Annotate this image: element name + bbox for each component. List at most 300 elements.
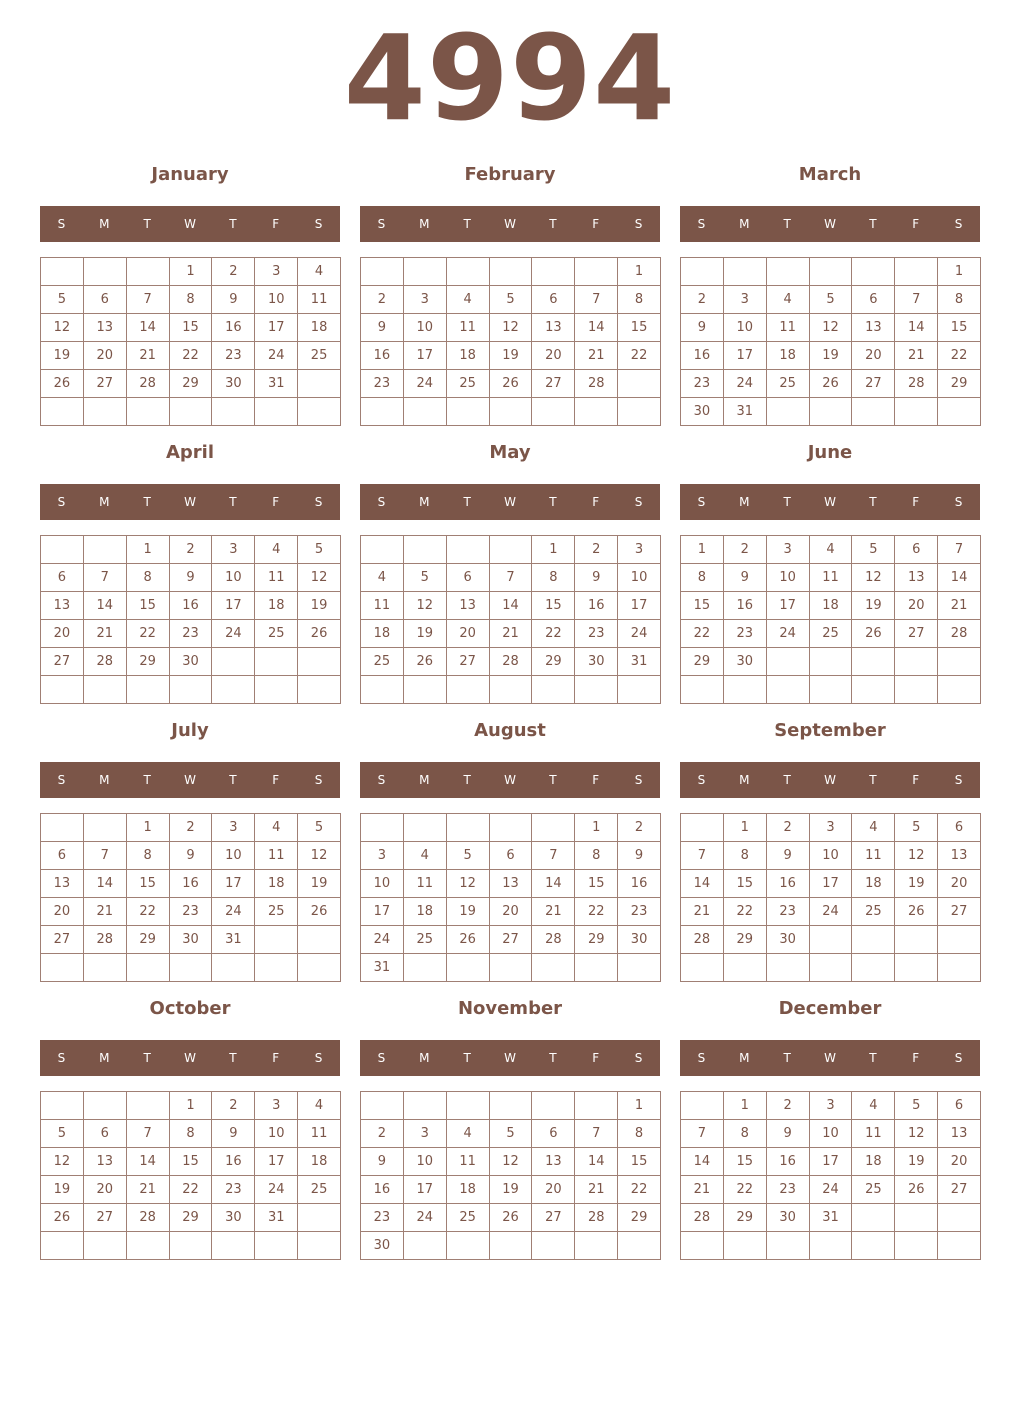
day-cell: 7 [895,286,938,314]
day-cell: 27 [84,370,127,398]
empty-day-cell [255,648,298,676]
day-cell: 11 [852,1120,895,1148]
weekday-label: T [869,217,877,231]
day-cell: 15 [724,870,767,898]
empty-day-cell [255,1232,298,1260]
day-cell: 1 [724,814,767,842]
day-cell: 12 [41,1148,84,1176]
empty-day-cell [575,398,618,426]
day-cell: 30 [212,1204,255,1232]
day-cell: 7 [127,286,170,314]
day-cell: 29 [618,1204,661,1232]
weekday-label: F [592,773,600,787]
weekday-label: S [314,773,323,787]
day-cell: 14 [681,870,724,898]
day-cell: 17 [361,898,404,926]
day-cell: 8 [127,842,170,870]
empty-day-cell [767,676,810,704]
empty-day-cell [170,398,213,426]
day-cell: 26 [895,1176,938,1204]
day-cell: 23 [170,898,213,926]
day-cell: 31 [212,926,255,954]
day-cell: 19 [41,342,84,370]
day-cell: 22 [724,898,767,926]
day-cell: 23 [575,620,618,648]
empty-day-cell [810,258,853,286]
empty-day-cell [84,676,127,704]
day-cell: 2 [724,536,767,564]
month-march [680,160,980,430]
empty-day-cell [84,954,127,982]
empty-day-cell [532,954,575,982]
empty-day-cell [361,398,404,426]
days-grid [40,1091,341,1260]
empty-day-cell [298,1232,341,1260]
empty-day-cell [404,954,447,982]
empty-day-cell [212,648,255,676]
day-cell: 29 [170,1204,213,1232]
empty-day-cell [767,258,810,286]
day-cell: 19 [490,342,533,370]
day-cell: 16 [361,1176,404,1204]
day-cell: 20 [41,620,84,648]
weekday-header [360,762,660,798]
weekday-header [680,484,980,520]
weekday-label: S [634,217,643,231]
day-cell: 25 [298,1176,341,1204]
weekday-label: S [377,217,386,231]
day-cell: 22 [618,342,661,370]
days-grid [40,535,341,704]
day-cell: 30 [767,1204,810,1232]
day-cell: 16 [767,870,810,898]
day-cell: 3 [361,842,404,870]
day-cell: 13 [938,842,981,870]
empty-day-cell [532,258,575,286]
empty-day-cell [724,676,767,704]
day-cell: 17 [618,592,661,620]
day-cell: 9 [767,1120,810,1148]
day-cell: 12 [298,564,341,592]
weekday-header [680,206,980,242]
day-cell: 9 [212,1120,255,1148]
day-cell: 15 [575,870,618,898]
empty-day-cell [361,1092,404,1120]
day-cell: 5 [490,1120,533,1148]
month-name: November [457,998,563,1019]
empty-day-cell [127,1232,170,1260]
day-cell: 23 [361,1204,404,1232]
day-cell: 14 [84,870,127,898]
day-cell: 17 [255,314,298,342]
day-cell: 10 [212,564,255,592]
empty-day-cell [575,1092,618,1120]
weekday-label: T [463,495,471,509]
empty-day-cell [127,398,170,426]
day-cell: 23 [361,370,404,398]
day-cell: 21 [490,620,533,648]
day-cell: 17 [212,592,255,620]
day-cell: 9 [361,314,404,342]
day-cell: 25 [852,898,895,926]
day-cell: 14 [127,314,170,342]
weekday-label: W [184,773,196,787]
day-cell: 14 [84,592,127,620]
day-cell: 14 [938,564,981,592]
day-cell: 25 [810,620,853,648]
day-cell: 25 [447,370,490,398]
empty-day-cell [41,1232,84,1260]
weekday-label: S [57,217,66,231]
empty-day-cell [84,536,127,564]
day-cell: 20 [490,898,533,926]
empty-day-cell [212,398,255,426]
empty-day-cell [490,258,533,286]
empty-day-cell [490,536,533,564]
days-grid [40,257,341,426]
day-cell: 29 [938,370,981,398]
day-cell: 20 [84,342,127,370]
empty-day-cell [255,954,298,982]
weekday-label: W [184,1051,196,1065]
empty-day-cell [212,1232,255,1260]
day-cell: 14 [127,1148,170,1176]
day-cell: 15 [170,1148,213,1176]
day-cell: 19 [404,620,447,648]
day-cell: 22 [618,1176,661,1204]
empty-day-cell [618,676,661,704]
empty-day-cell [404,1232,447,1260]
day-cell: 18 [298,1148,341,1176]
day-cell: 26 [810,370,853,398]
empty-day-cell [810,954,853,982]
day-cell: 3 [767,536,810,564]
day-cell: 1 [127,536,170,564]
empty-day-cell [767,398,810,426]
empty-day-cell [575,676,618,704]
day-cell: 13 [895,564,938,592]
day-cell: 9 [170,842,213,870]
weekday-label: T [463,773,471,787]
empty-day-cell [810,398,853,426]
day-cell: 8 [618,286,661,314]
day-cell: 15 [681,592,724,620]
day-cell: 13 [41,870,84,898]
day-cell: 16 [618,870,661,898]
day-cell: 3 [404,1120,447,1148]
weekday-label: S [697,773,706,787]
empty-day-cell [298,676,341,704]
empty-day-cell [170,1232,213,1260]
day-cell: 15 [618,314,661,342]
month-name: March [798,164,862,185]
empty-day-cell [41,398,84,426]
weekday-label: F [272,1051,280,1065]
empty-day-cell [404,536,447,564]
day-cell: 22 [938,342,981,370]
weekday-label: S [697,1051,706,1065]
weekday-label: S [954,495,963,509]
weekday-label: T [549,1051,557,1065]
day-cell: 20 [895,592,938,620]
day-cell: 6 [447,564,490,592]
empty-day-cell [361,676,404,704]
day-cell: 17 [212,870,255,898]
day-cell: 16 [361,342,404,370]
day-cell: 11 [255,842,298,870]
day-cell: 19 [41,1176,84,1204]
day-cell: 17 [810,870,853,898]
day-cell: 31 [810,1204,853,1232]
day-cell: 1 [618,258,661,286]
weekday-label: M [99,495,110,509]
day-cell: 20 [532,1176,575,1204]
day-cell: 16 [681,342,724,370]
empty-day-cell [41,676,84,704]
day-cell: 13 [532,1148,575,1176]
day-cell: 29 [127,648,170,676]
day-cell: 13 [938,1120,981,1148]
day-cell: 27 [938,1176,981,1204]
day-cell: 30 [681,398,724,426]
day-cell: 26 [404,648,447,676]
day-cell: 4 [810,536,853,564]
day-cell: 20 [938,1148,981,1176]
empty-day-cell [852,954,895,982]
empty-day-cell [490,676,533,704]
day-cell: 6 [532,286,575,314]
empty-day-cell [895,398,938,426]
day-cell: 10 [724,314,767,342]
empty-day-cell [41,258,84,286]
weekday-label: T [549,773,557,787]
day-cell: 16 [575,592,618,620]
day-cell: 23 [170,620,213,648]
weekday-header [360,206,660,242]
day-cell: 24 [724,370,767,398]
weekday-label: T [869,495,877,509]
days-grid [40,813,341,982]
day-cell: 22 [127,620,170,648]
empty-day-cell [852,676,895,704]
weekday-label: M [419,1051,430,1065]
weekday-label: S [634,1051,643,1065]
day-cell: 28 [490,648,533,676]
day-cell: 26 [41,1204,84,1232]
day-cell: 19 [852,592,895,620]
weekday-label: F [912,217,920,231]
day-cell: 30 [724,648,767,676]
empty-day-cell [212,954,255,982]
day-cell: 28 [84,648,127,676]
weekday-label: S [954,217,963,231]
empty-day-cell [490,1232,533,1260]
weekday-header [360,1040,660,1076]
day-cell: 1 [127,814,170,842]
day-cell: 26 [447,926,490,954]
day-cell: 9 [767,842,810,870]
day-cell: 21 [127,342,170,370]
day-cell: 5 [490,286,533,314]
day-cell: 19 [810,342,853,370]
day-cell: 23 [767,898,810,926]
empty-day-cell [127,954,170,982]
weekday-label: S [57,1051,66,1065]
day-cell: 27 [895,620,938,648]
day-cell: 24 [212,620,255,648]
day-cell: 1 [618,1092,661,1120]
year-title: 4994 [343,9,677,147]
day-cell: 5 [298,814,341,842]
empty-day-cell [447,258,490,286]
day-cell: 24 [404,370,447,398]
day-cell: 16 [724,592,767,620]
empty-day-cell [681,676,724,704]
day-cell: 26 [41,370,84,398]
empty-day-cell [938,926,981,954]
day-cell: 25 [298,342,341,370]
day-cell: 9 [170,564,213,592]
weekday-label: S [954,1051,963,1065]
weekday-label: T [143,773,151,787]
month-name: October [149,998,231,1019]
weekday-label: S [634,773,643,787]
day-cell: 10 [767,564,810,592]
month-december [680,994,980,1264]
weekday-label: T [783,217,791,231]
weekday-label: S [57,495,66,509]
day-cell: 20 [84,1176,127,1204]
empty-day-cell [810,926,853,954]
day-cell: 2 [212,258,255,286]
day-cell: 16 [212,314,255,342]
day-cell: 31 [618,648,661,676]
day-cell: 16 [170,592,213,620]
day-cell: 8 [724,1120,767,1148]
empty-day-cell [298,398,341,426]
day-cell: 30 [170,648,213,676]
day-cell: 22 [681,620,724,648]
day-cell: 6 [84,1120,127,1148]
day-cell: 4 [447,286,490,314]
day-cell: 13 [852,314,895,342]
weekday-label: T [869,773,877,787]
day-cell: 15 [724,1148,767,1176]
empty-day-cell [41,954,84,982]
day-cell: 29 [170,370,213,398]
day-cell: 11 [361,592,404,620]
day-cell: 23 [212,342,255,370]
day-cell: 19 [895,1148,938,1176]
empty-day-cell [361,536,404,564]
day-cell: 6 [84,286,127,314]
days-grid [680,1091,981,1260]
day-cell: 18 [361,620,404,648]
weekday-label: T [549,217,557,231]
day-cell: 3 [212,814,255,842]
weekday-header [40,762,340,798]
day-cell: 29 [127,926,170,954]
day-cell: 13 [532,314,575,342]
weekday-label: S [697,217,706,231]
day-cell: 27 [532,1204,575,1232]
day-cell: 8 [170,1120,213,1148]
day-cell: 8 [170,286,213,314]
day-cell: 4 [298,1092,341,1120]
empty-day-cell [532,1092,575,1120]
empty-day-cell [298,370,341,398]
day-cell: 18 [852,870,895,898]
empty-day-cell [404,1092,447,1120]
weekday-label: S [377,1051,386,1065]
day-cell: 25 [255,620,298,648]
day-cell: 17 [404,342,447,370]
day-cell: 6 [532,1120,575,1148]
day-cell: 4 [255,814,298,842]
empty-day-cell [404,398,447,426]
empty-day-cell [298,648,341,676]
empty-day-cell [618,1232,661,1260]
empty-day-cell [532,676,575,704]
month-november [360,994,660,1264]
empty-day-cell [490,814,533,842]
day-cell: 25 [361,648,404,676]
day-cell: 8 [618,1120,661,1148]
day-cell: 28 [895,370,938,398]
weekday-label: M [419,217,430,231]
weekday-label: S [314,495,323,509]
day-cell: 20 [938,870,981,898]
day-cell: 29 [681,648,724,676]
empty-day-cell [852,926,895,954]
day-cell: 10 [361,870,404,898]
weekday-label: T [869,1051,877,1065]
day-cell: 24 [255,342,298,370]
day-cell: 5 [852,536,895,564]
empty-day-cell [895,258,938,286]
weekday-label: W [824,1051,836,1065]
day-cell: 9 [212,286,255,314]
day-cell: 11 [810,564,853,592]
day-cell: 22 [127,898,170,926]
day-cell: 3 [618,536,661,564]
empty-day-cell [938,954,981,982]
day-cell: 30 [170,926,213,954]
day-cell: 14 [490,592,533,620]
weekday-label: M [419,773,430,787]
day-cell: 9 [681,314,724,342]
day-cell: 28 [575,1204,618,1232]
day-cell: 2 [575,536,618,564]
empty-day-cell [852,1204,895,1232]
day-cell: 2 [681,286,724,314]
day-cell: 10 [404,1148,447,1176]
month-name: April [165,442,215,463]
days-grid [680,535,981,704]
day-cell: 7 [938,536,981,564]
day-cell: 14 [895,314,938,342]
day-cell: 23 [767,1176,810,1204]
day-cell: 24 [810,898,853,926]
day-cell: 21 [895,342,938,370]
weekday-label: M [419,495,430,509]
day-cell: 19 [895,870,938,898]
day-cell: 4 [767,286,810,314]
day-cell: 22 [575,898,618,926]
day-cell: 18 [767,342,810,370]
day-cell: 20 [532,342,575,370]
empty-day-cell [532,398,575,426]
